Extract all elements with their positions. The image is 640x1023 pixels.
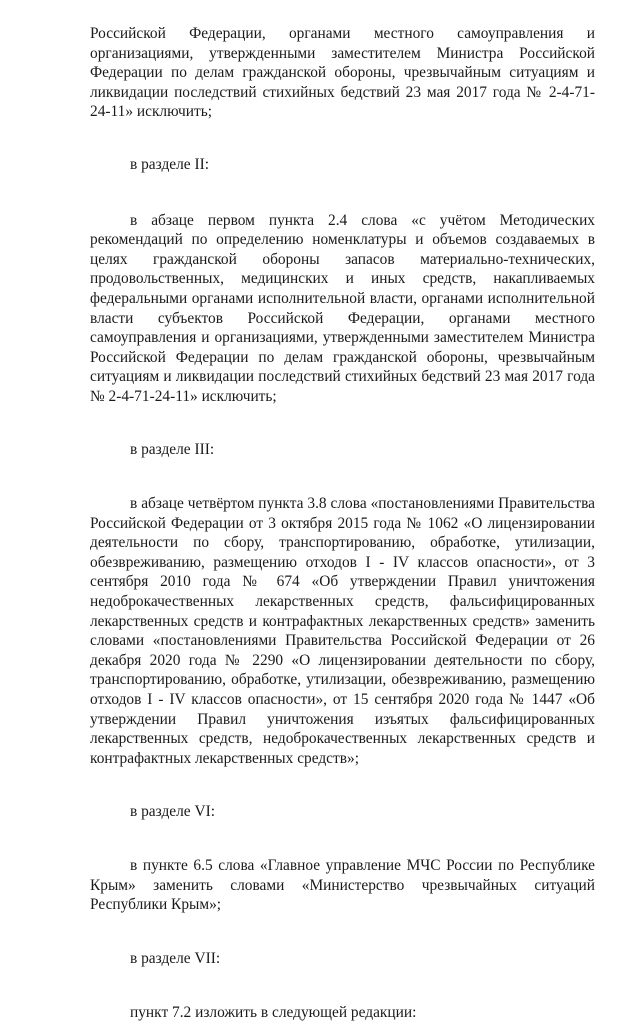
section-heading-vi: в разделе VI: — [130, 803, 215, 821]
paragraph-section-vi-clause-6-5: в пункте 6.5 слова «Главное управление МЧС России по Республике Крым» заменить словами «Министерство чрезвычайных ситуаций Республики Крым»; — [90, 857, 595, 914]
paragraph-section-vii-clause-7-2: пункт 7.2 изложить в следующей редакции: — [130, 1004, 417, 1022]
section-heading-ii: в разделе II: — [130, 155, 209, 173]
paragraph-continuation: Российской Федерации, органами местного самоуправления и организациями, утвержденными заместителем Министра Российской Федерации по делам гражданской обороны, чрезвычайным ситуациям и ликвидации последствий стихийных бедствий 23 мая 2017 года № 2-4-71-24-11» исключить; — [90, 25, 595, 121]
section-heading-vii: в разделе VII: — [130, 949, 221, 967]
paragraph-section-iii-clause-3-8: в абзаце четвёртом пункта 3.8 слова «постановлениями Правительства Российской Федерации от 3 октября 2015 года № 1062 «О лицензировании деятельности по сбору, транспортированию, обработке, утилизации, обезвреживанию, размещению отходов I - IV классов опасности», от 3 сентября 2010 года № 674 «Об утверждении Правил уничтожения недоброкачественных лекарственных средств, фальсифицированных лекарственных средств и контрафактных лекарственных средств» заменить словами «постановлениями Правительства Российской Федерации от 26 декабря 2020 года № 2290 «О лицензировании деятельности по сбору, транспортированию, обработке, утилизации, обезвреживанию, размещению отходов I - IV классов опасности», от 15 сентября 2020 года № 1447 «Об утверждении Правил уничтожения изъятых фальсифицированных лекарственных средств, недоброкачественных лекарственных средств и контрафактных лекарственных средств»; — [90, 495, 595, 767]
paragraph-section-ii-clause-2-4: в абзаце первом пункта 2.4 слова «с учётом Методических рекомендаций по определению номенклатуры и объемов создаваемых в целях гражданской обороны запасов материально-технических, продовольственных, медицинских и иных средств, накапливаемых федеральными органами исполнительной власти, органами исполнительной власти субъектов Российской Федерации, органами местного самоуправления и организациями, утвержденными заместителем Министра Российской Федерации по делам гражданской обороны, чрезвычайным ситуациям и ликвидации последствий стихийных бедствий 23 мая 2017 года № 2-4-71-24-11» исключить; — [90, 211, 595, 405]
section-heading-iii: в разделе III: — [130, 440, 215, 458]
